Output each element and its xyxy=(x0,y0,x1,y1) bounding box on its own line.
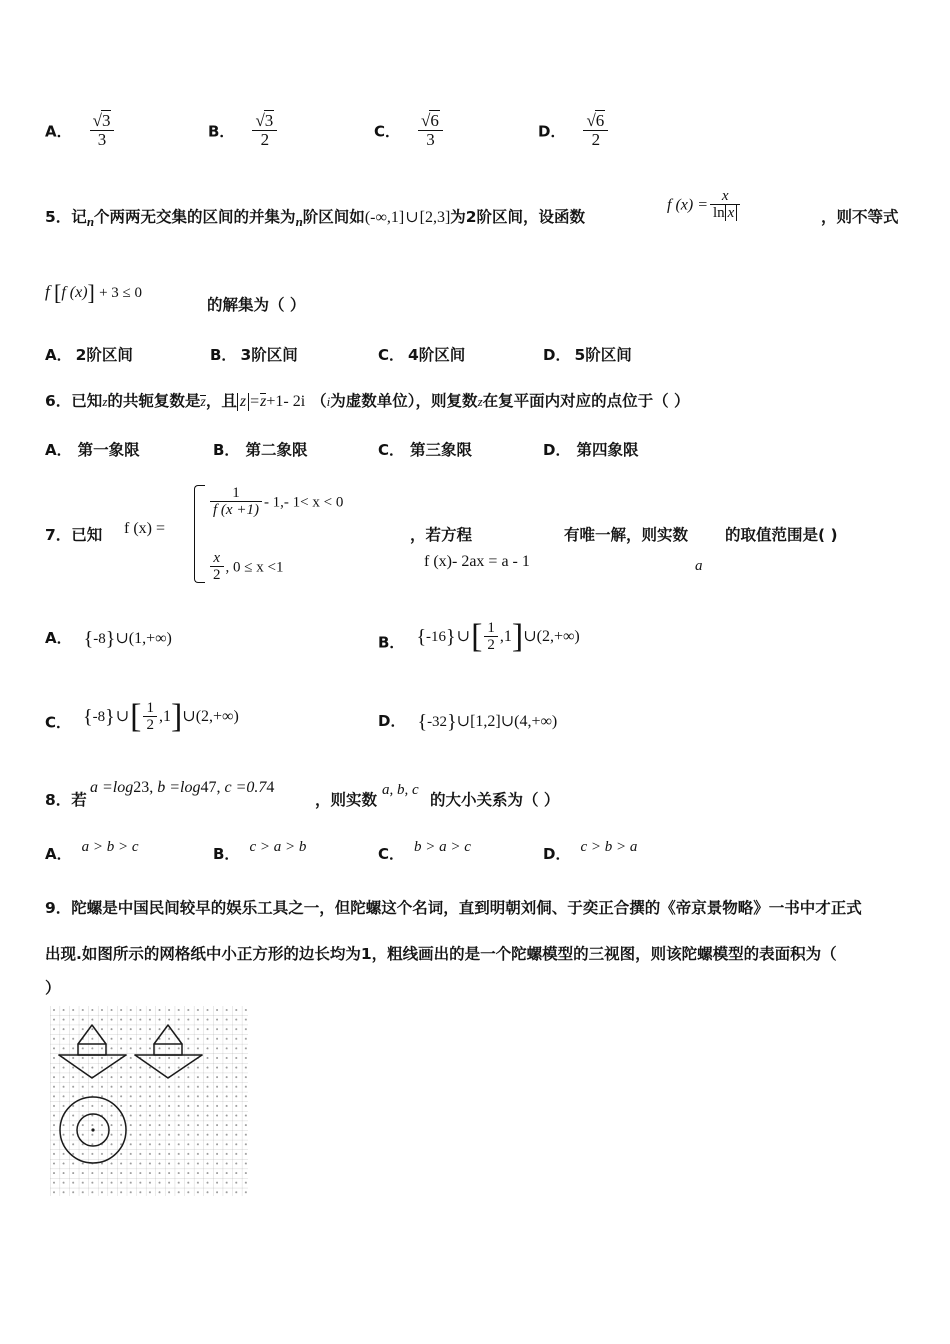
q5-interval-2: [2,3] xyxy=(419,209,451,226)
q6-stem xyxy=(45,389,690,411)
q7-fx-label: f (x) = xyxy=(124,520,166,537)
q5-solution-set-text: 的解集为（ ） xyxy=(207,296,306,314)
q5-option-d-label: D． xyxy=(543,346,571,364)
q7-stem-part3: 有唯一解，则实数 xyxy=(564,526,689,544)
q7-option-d-label: D． xyxy=(378,712,406,730)
q9-line1-text: 陀螺是中国民间较早的娱乐工具之一，但陀螺这个名词，直到明朝刘侗、于奕正合撰的《帝京景物略》一书中才正式 xyxy=(71,899,862,917)
q4-option-a-value: $\frac{√3}{3}$ xyxy=(88,122,117,141)
q6-option-d-text: 第四象限 xyxy=(576,441,639,459)
q6-stem-part2: 的共轭复数是 xyxy=(107,392,201,410)
q6-option-c-text: 第三象限 xyxy=(410,441,473,459)
q5-option-a-label: A． xyxy=(45,346,72,364)
q6-stem-part1: 已知 xyxy=(71,392,103,410)
q4-option-d-label: D． xyxy=(538,122,566,141)
q5-option-a[interactable] xyxy=(45,343,133,365)
q5-var-n-1: n xyxy=(86,214,95,229)
q6-option-d[interactable] xyxy=(543,438,638,460)
q8-number: 8． xyxy=(45,791,72,809)
q7-var-a: a xyxy=(695,558,703,574)
q6-var-z-2: z xyxy=(477,394,483,409)
q6-stem-part3: ，且 xyxy=(205,392,237,410)
q8-stem xyxy=(45,788,87,810)
side-view-shape xyxy=(135,1025,202,1078)
q7-option-d[interactable] xyxy=(378,710,557,732)
q4-option-a[interactable] xyxy=(45,112,116,150)
q7-option-c[interactable] xyxy=(45,700,239,734)
q6-number: 6． xyxy=(45,392,72,410)
q8-vars: a, b, c xyxy=(382,782,419,798)
q4-option-a-label: A． xyxy=(45,122,72,141)
q9-stem-line2: 出现.如图所示的网格纸中小正方形的边长均为1，粗线画出的是一个陀螺模型的三视图，则该陀螺模型的表面积为（ xyxy=(45,945,837,963)
q6-option-a[interactable] xyxy=(45,438,140,460)
q8-option-a-text: a > b > c xyxy=(81,839,139,855)
q7-case-1: $\frac{1}{f (x +1)}$ - 1,- 1< x < 0 xyxy=(208,485,343,518)
q7-option-b[interactable] xyxy=(378,620,580,654)
q5-option-b-label: B． xyxy=(210,346,237,364)
q8-formula: a =log23, b =log47, c =0.74 xyxy=(90,779,275,796)
q5-option-b[interactable] xyxy=(210,343,298,365)
q5-stem-part1: 记 xyxy=(71,208,87,226)
q7-stem-part4: 的取值范围是( ) xyxy=(725,526,838,544)
q6-stem-part5: 为虚数单位），则复数 xyxy=(330,392,478,410)
q4-option-b[interactable] xyxy=(208,112,279,150)
q7-option-d-value: {-32}∪[1,2]∪(4,+∞) xyxy=(417,711,558,734)
q5-union-symbol: ∪ xyxy=(405,209,419,226)
q6-option-b[interactable] xyxy=(213,438,307,460)
q4-option-c[interactable] xyxy=(374,112,445,150)
q5-option-c[interactable] xyxy=(378,343,465,365)
top-view-centre-dot xyxy=(91,1128,94,1131)
q6-option-b-label: B． xyxy=(213,441,240,459)
q5-interval-1: (-∞,1] xyxy=(364,209,405,226)
q7-stem-part2: ，若方程 xyxy=(410,526,473,544)
front-view-shape xyxy=(59,1025,126,1078)
q5-option-c-text: 4阶区间 xyxy=(408,346,466,364)
q5-frac-denominator: ln x xyxy=(710,204,740,221)
q5-stem-part4: 为2阶区间，设函数 xyxy=(450,208,586,226)
q5-stem-part3: 阶区间如 xyxy=(302,208,365,226)
q9-number: 9． xyxy=(45,899,72,917)
q7-number: 7． xyxy=(45,526,72,544)
q9-stem-line3: ） xyxy=(45,979,61,997)
q8-stem-part1: 若 xyxy=(71,791,87,809)
q4-option-b-label: B． xyxy=(208,122,235,141)
q6-option-a-text: 第一象限 xyxy=(77,441,140,459)
q5-option-d[interactable] xyxy=(543,343,632,365)
q6-stem-part6: 在复平面内对应的点位于（ ） xyxy=(482,392,690,410)
q8-option-c[interactable] xyxy=(378,839,471,864)
q8-option-d-label: D． xyxy=(543,845,571,863)
q8-option-b-label: B． xyxy=(213,845,240,863)
q7-case-2: $\frac{x}{2}$ , 0 ≤ x <1 xyxy=(208,550,343,583)
q6-option-a-label: A． xyxy=(45,441,72,459)
q4-option-b-value: $\frac{√3}{2}$ xyxy=(250,122,279,141)
q5-stem-line1 xyxy=(45,205,585,230)
q7-option-c-value: {-8}∪[ $\frac{1}{2}$ ,1]∪(2,+∞) xyxy=(83,698,239,736)
q5-stem-part2: 个两两无交集的区间的并集为 xyxy=(94,208,296,226)
q8-stem-part3: 的大小关系为（ ） xyxy=(430,791,560,809)
q7-stem-prefix xyxy=(45,523,102,545)
q6-stem-part4: （ xyxy=(311,392,327,410)
q5-function-definition xyxy=(667,188,742,221)
q4-option-d-value: $\frac{√6}{2}$ xyxy=(581,122,610,141)
q7-stem-part1: 已知 xyxy=(71,526,103,544)
q5-option-c-label: C． xyxy=(378,346,405,364)
q7-equation: f (x)- 2ax = a - 1 xyxy=(424,553,530,570)
q6-option-c[interactable] xyxy=(378,438,472,460)
q5-option-b-text: 3阶区间 xyxy=(240,346,298,364)
three-view-linework xyxy=(50,1006,248,1196)
q7-option-c-label: C． xyxy=(45,713,72,732)
q9-stem-line1 xyxy=(45,896,862,918)
q4-option-c-label: C． xyxy=(374,122,401,141)
q6-equation: z =z+1- 2i xyxy=(237,393,305,410)
q8-option-a[interactable] xyxy=(45,839,139,864)
q5-number: 5． xyxy=(45,208,72,226)
q5-var-n-2: n xyxy=(295,214,303,229)
q8-option-d[interactable] xyxy=(543,839,638,864)
q5-inequality-formula: f [f (x)] + 3 ≤ 0 xyxy=(45,280,143,306)
three-view-figure xyxy=(50,1006,248,1196)
q8-option-d-text: c > b > a xyxy=(580,839,638,855)
q7-option-a-value: {-8}∪(1,+∞) xyxy=(83,628,172,651)
q7-piecewise-definition xyxy=(194,485,343,583)
q8-option-c-label: C． xyxy=(378,845,405,863)
q8-option-a-label: A． xyxy=(45,845,72,863)
q5-frac-numerator: x xyxy=(721,188,729,204)
q7-option-a[interactable] xyxy=(45,627,172,649)
q6-option-c-label: C． xyxy=(378,441,405,459)
q5-stem-part5: ，则不等式 xyxy=(821,208,899,226)
q7-option-a-label: A． xyxy=(45,629,72,647)
q6-option-b-text: 第二象限 xyxy=(245,441,308,459)
q6-var-z-conjugate: z xyxy=(200,395,206,410)
q6-imaginary-unit: i xyxy=(326,394,331,409)
q7-option-b-value: {-16}∪[ $\frac{1}{2}$ ,1]∪(2,+∞) xyxy=(416,618,580,656)
q6-var-z-1: z xyxy=(102,394,108,409)
q5-option-d-text: 5阶区间 xyxy=(574,346,632,364)
q4-option-c-value: $\frac{√6}{3}$ xyxy=(416,122,445,141)
q8-option-c-text: b > a > c xyxy=(414,839,471,855)
q4-option-d[interactable] xyxy=(538,112,610,150)
q8-stem-part2: ，则实数 xyxy=(315,791,378,809)
q8-option-b-text: c > a > b xyxy=(249,839,307,855)
q7-option-b-label: B． xyxy=(378,633,405,652)
q8-option-b[interactable] xyxy=(213,839,307,864)
piecewise-brace xyxy=(194,485,205,583)
q5-option-a-text: 2阶区间 xyxy=(75,346,133,364)
q5-fx-label: f (x) = xyxy=(667,196,708,214)
q6-option-d-label: D． xyxy=(543,441,571,459)
